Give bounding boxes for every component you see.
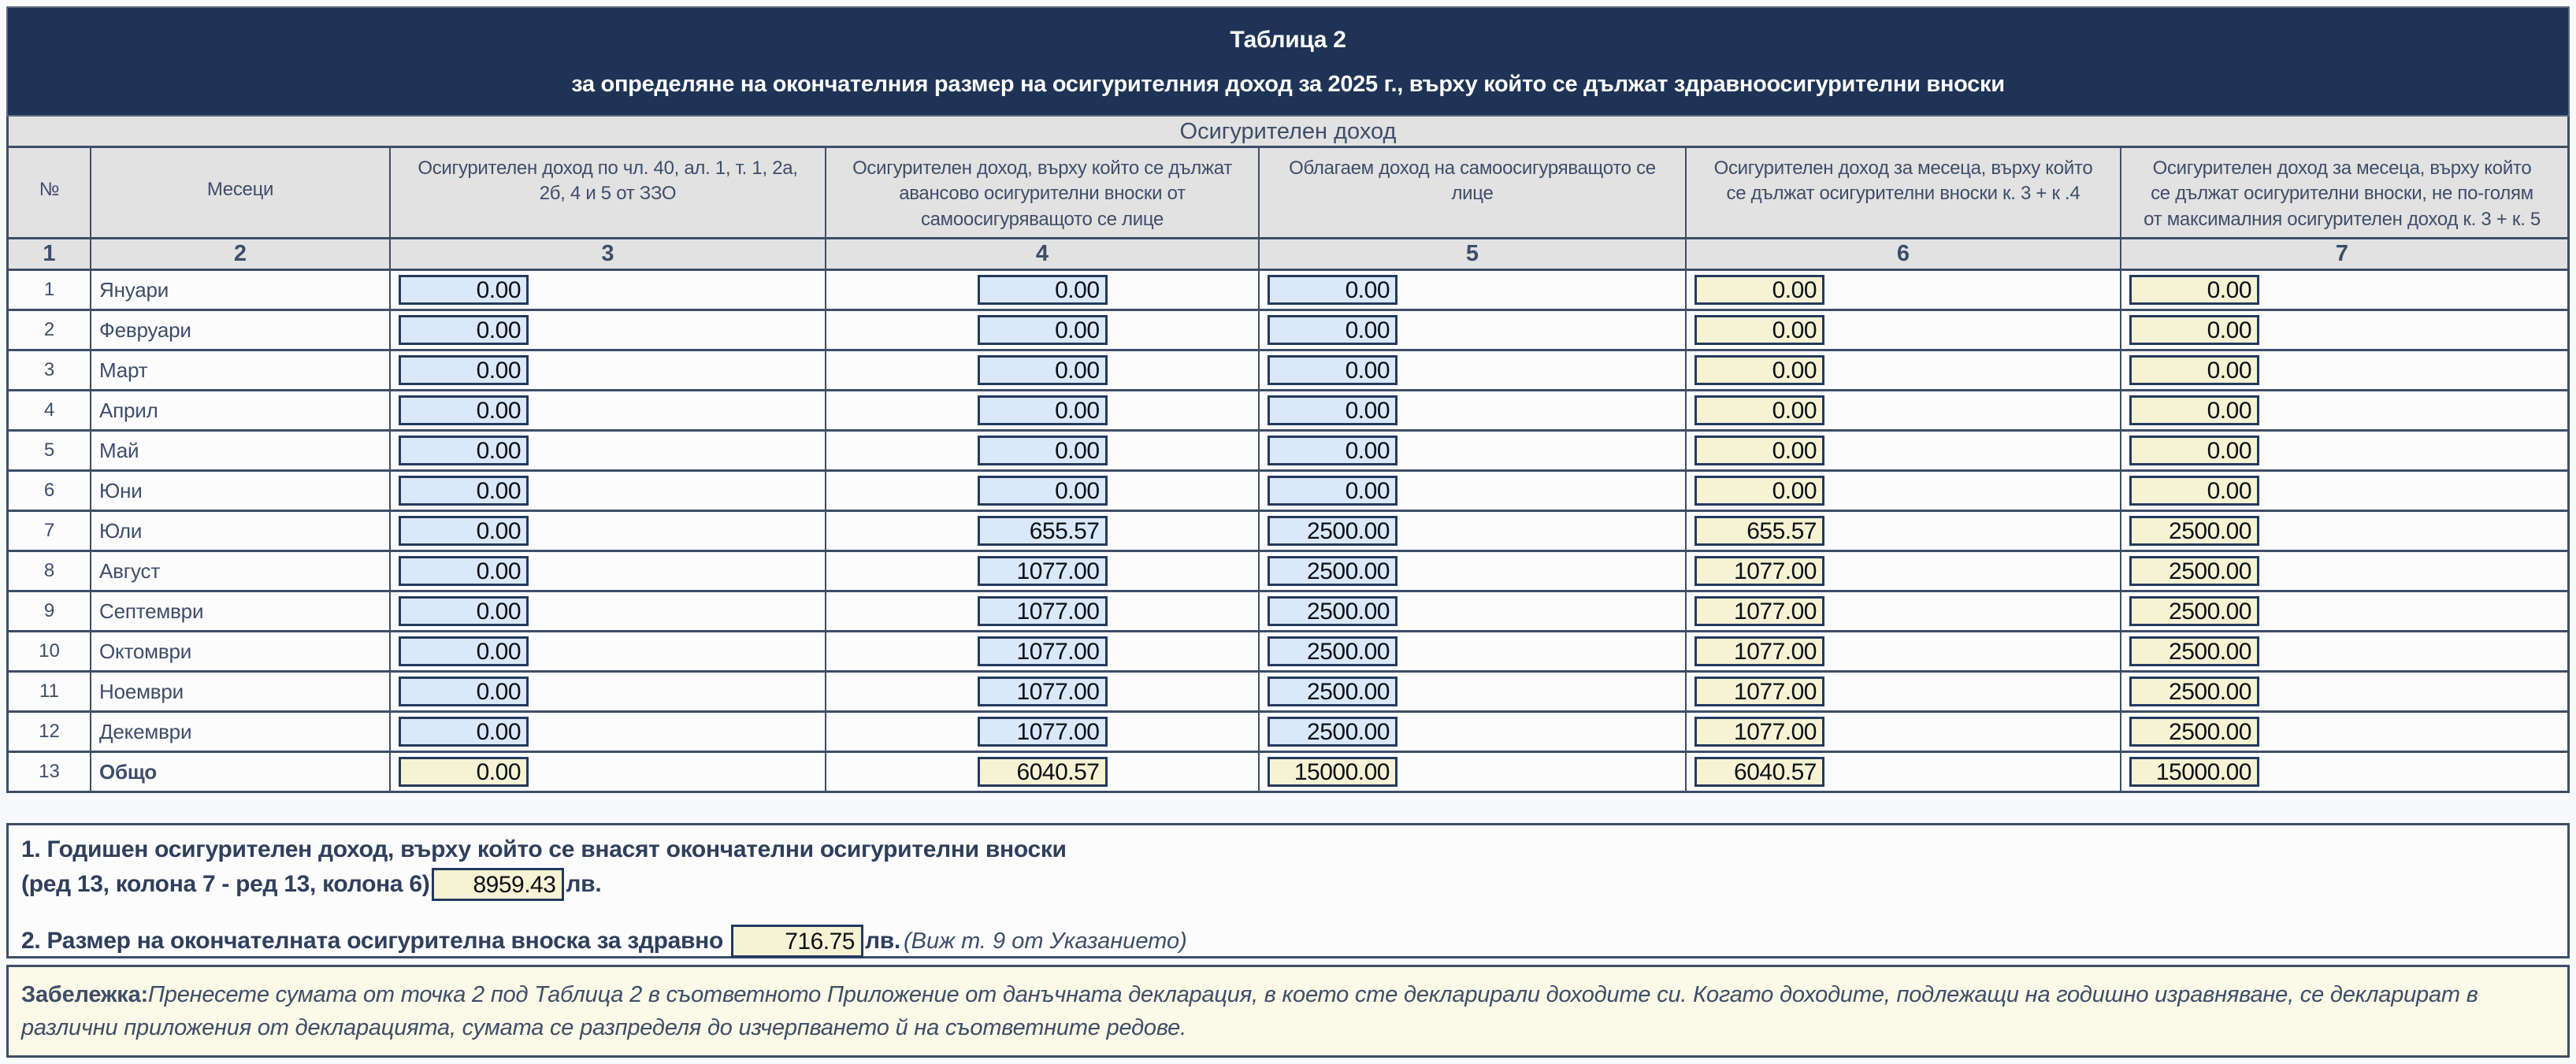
- value-box-col6: 6040.57: [1694, 757, 1824, 787]
- value-box-col7: 2500.00: [2129, 717, 2259, 747]
- value-box-col4[interactable]: 1077.00: [978, 677, 1108, 706]
- annual-income-label: 1. Годишен осигурителен доход, върху който се внасят окончателни осигурителни вноски: [21, 836, 1067, 863]
- band-title: Осигурителен доход: [9, 117, 2567, 148]
- value-box-col5[interactable]: 0.00: [1268, 476, 1397, 506]
- value-box-col3: 0.00: [399, 757, 529, 787]
- table-row: [9, 512, 2567, 552]
- table-row: [9, 311, 2567, 351]
- row-number: 5: [9, 432, 91, 469]
- col-index-2: 2: [91, 239, 391, 269]
- row-number: 8: [9, 552, 91, 590]
- row-number: 7: [9, 512, 91, 550]
- table-row: [9, 472, 2567, 512]
- col-header-num: №: [9, 148, 91, 237]
- value-box-col5[interactable]: 2500.00: [1268, 677, 1397, 706]
- table-body: [9, 271, 2567, 791]
- note-label: Забележка:: [21, 982, 148, 1008]
- table-row: [9, 673, 2567, 713]
- value-box-col6: 1077.00: [1694, 717, 1824, 747]
- value-box-col6: 0.00: [1694, 275, 1824, 305]
- value-box-col6: 0.00: [1694, 355, 1824, 385]
- value-box-col7: 15000.00: [2129, 757, 2259, 787]
- month-label: Февруари: [99, 317, 191, 342]
- value-box-col5[interactable]: 2500.00: [1268, 636, 1397, 666]
- column-header-row: [9, 148, 2567, 239]
- value-box-col7: 0.00: [2129, 275, 2259, 305]
- final-contribution-hint: (Виж т. 9 от Указанието): [903, 928, 1187, 954]
- row-number: 4: [9, 391, 91, 429]
- value-box-col4[interactable]: 0.00: [978, 476, 1108, 506]
- table-row: [9, 713, 2567, 753]
- col-header-month: Месеци: [91, 148, 391, 237]
- month-label: Юни: [99, 478, 143, 502]
- annual-income-formula: (ред 13, колона 7 - ред 13, колона 6): [21, 871, 430, 898]
- value-box-col7: 2500.00: [2129, 596, 2259, 626]
- value-box-col7: 2500.00: [2129, 556, 2259, 586]
- value-box-col5: 15000.00: [1268, 757, 1397, 787]
- value-box-col7: 2500.00: [2129, 636, 2259, 666]
- col-header-6: Осигурителен доход за месеца, върху който се дължат осигурителни вноски к. 3 + к .4: [1687, 148, 2121, 237]
- value-box-col4[interactable]: 655.57: [978, 516, 1108, 546]
- table-row: [9, 753, 2567, 791]
- value-box-col6: 655.57: [1694, 516, 1824, 546]
- value-box-col5[interactable]: 2500.00: [1268, 516, 1397, 546]
- value-box-col4[interactable]: 1077.00: [978, 596, 1108, 626]
- value-box-col3[interactable]: 0.00: [399, 436, 529, 465]
- value-box-col6: 1077.00: [1694, 677, 1824, 706]
- col-header-4: Осигурителен доход, върху който се дължат авансово осигурителни вноски от самоосигуряващото се лице: [826, 148, 1260, 237]
- value-box-col4[interactable]: 0.00: [978, 355, 1108, 385]
- row-number: 9: [9, 592, 91, 630]
- value-box-col5[interactable]: 0.00: [1268, 315, 1397, 345]
- table-row: [9, 432, 2567, 472]
- value-box-col3[interactable]: 0.00: [399, 677, 529, 706]
- row-number: 2: [9, 311, 91, 349]
- col-index-7: 7: [2335, 241, 2349, 267]
- row-number: 13: [9, 753, 91, 791]
- month-label: Общо: [99, 759, 157, 784]
- month-label: Октомври: [99, 639, 192, 663]
- col-index-5: 5: [1260, 239, 1687, 269]
- value-box-col6: 0.00: [1694, 476, 1824, 506]
- page-subtitle: за определяне на окончателния размер на осигурителния доход за 2025 г., върху който се дължат здравноосигурителни вноски: [571, 72, 2005, 97]
- value-box-col3[interactable]: 0.00: [399, 395, 529, 425]
- value-box-col7: 0.00: [2129, 436, 2259, 465]
- value-box-col7: 2500.00: [2129, 677, 2259, 706]
- row-number: 12: [9, 713, 91, 751]
- value-box-col5[interactable]: 0.00: [1268, 436, 1397, 465]
- value-box-col3[interactable]: 0.00: [399, 717, 529, 747]
- note-text: Пренесете сумата от точка 2 под Таблица 2 в съответното Приложение от данъчната декларация, в което сте декларирали доходите си. Когато доходите, подлежащи на годишно изравняване, се декларират в различни приложения от декларацията, сумата се разпределя до изчерпването й на съответните редове.: [21, 982, 2478, 1041]
- table-row: [9, 592, 2567, 632]
- table-row: [9, 351, 2567, 391]
- value-box-col7: 0.00: [2129, 395, 2259, 425]
- month-label: Януари: [99, 277, 169, 302]
- col-header-3: Осигурителен доход по чл. 40, ал. 1, т. 1, 2а, 2б, 4 и 5 от ЗЗО: [391, 148, 826, 237]
- value-box-col4[interactable]: 0.00: [978, 275, 1108, 305]
- value-box-col4[interactable]: 0.00: [978, 436, 1108, 465]
- col-header-7: Осигурителен доход за месеца, върху който се дължат осигурителни вноски, не по-голям от максималния осигурителен доход к. 3 + к. 5: [2144, 158, 2541, 230]
- row-number: 1: [9, 271, 91, 309]
- insurance-income-table: [6, 117, 2570, 793]
- value-box-col5[interactable]: 2500.00: [1268, 596, 1397, 626]
- value-box-col4[interactable]: 1077.00: [978, 556, 1108, 586]
- month-label: Декември: [99, 719, 192, 743]
- value-box-col5[interactable]: 0.00: [1268, 275, 1397, 305]
- page-title: Таблица 2: [1230, 27, 1346, 53]
- value-box-col6: 0.00: [1694, 436, 1824, 465]
- value-box-col3[interactable]: 0.00: [399, 556, 529, 586]
- table-row: [9, 271, 2567, 311]
- value-box-col3[interactable]: 0.00: [399, 636, 529, 666]
- row-number: 10: [9, 632, 91, 670]
- final-contribution-value-box: 716.75: [731, 925, 863, 958]
- final-contribution-unit: лв.: [865, 928, 900, 955]
- month-label: Август: [99, 558, 161, 583]
- annual-income-unit: лв.: [566, 871, 602, 898]
- table-row: [9, 552, 2567, 592]
- value-box-col7: 0.00: [2129, 315, 2259, 345]
- value-box-col4[interactable]: 1077.00: [978, 636, 1108, 666]
- value-box-col3[interactable]: 0.00: [399, 315, 529, 345]
- col-index-3: 3: [391, 239, 826, 269]
- value-box-col3[interactable]: 0.00: [399, 275, 529, 305]
- value-box-col5[interactable]: 0.00: [1268, 355, 1397, 385]
- month-label: Май: [99, 438, 139, 462]
- month-label: Юли: [99, 518, 143, 543]
- column-index-row: [9, 239, 2567, 271]
- col-index-4: 4: [826, 239, 1260, 269]
- value-box-col3[interactable]: 0.00: [399, 355, 529, 385]
- month-label: Септември: [99, 599, 204, 623]
- value-box-col5[interactable]: 2500.00: [1268, 717, 1397, 747]
- value-box-col6: 1077.00: [1694, 596, 1824, 626]
- month-label: Март: [99, 358, 148, 382]
- value-box-col7: 0.00: [2129, 476, 2259, 506]
- value-box-col4: 6040.57: [978, 757, 1108, 787]
- value-box-col4[interactable]: 0.00: [978, 395, 1108, 425]
- row-number: 11: [9, 673, 91, 710]
- annual-income-value-box: 8959.43: [432, 868, 564, 901]
- value-box-col6: 0.00: [1694, 395, 1824, 425]
- row-number: 6: [9, 472, 91, 510]
- value-box-col6: 0.00: [1694, 315, 1824, 345]
- value-box-col7: 2500.00: [2129, 516, 2259, 546]
- value-box-col4[interactable]: 0.00: [978, 315, 1108, 345]
- col-index-1: 1: [9, 239, 91, 269]
- value-box-col5[interactable]: 0.00: [1268, 395, 1397, 425]
- month-label: Април: [99, 398, 158, 422]
- table-row: [9, 632, 2567, 673]
- table-row: [9, 391, 2567, 432]
- row-number: 3: [9, 351, 91, 389]
- value-box-col5[interactable]: 2500.00: [1268, 556, 1397, 586]
- value-box-col6: 1077.00: [1694, 636, 1824, 666]
- value-box-col3[interactable]: 0.00: [399, 516, 529, 546]
- month-label: Ноември: [99, 679, 184, 703]
- value-box-col4[interactable]: 1077.00: [978, 717, 1108, 747]
- summary-box: [6, 823, 2570, 958]
- value-box-col3[interactable]: 0.00: [399, 476, 529, 506]
- table-header-banner: [6, 6, 2570, 117]
- final-contribution-label: 2. Размер на окончателната осигурителна вноска за здравно: [21, 928, 723, 955]
- value-box-col3[interactable]: 0.00: [399, 596, 529, 626]
- value-box-col7: 0.00: [2129, 355, 2259, 385]
- col-header-5: Облагаем доход на самоосигуряващото се лице: [1260, 148, 1687, 237]
- note-box: [6, 965, 2570, 1058]
- value-box-col6: 1077.00: [1694, 556, 1824, 586]
- col-index-6: 6: [1687, 239, 2121, 269]
